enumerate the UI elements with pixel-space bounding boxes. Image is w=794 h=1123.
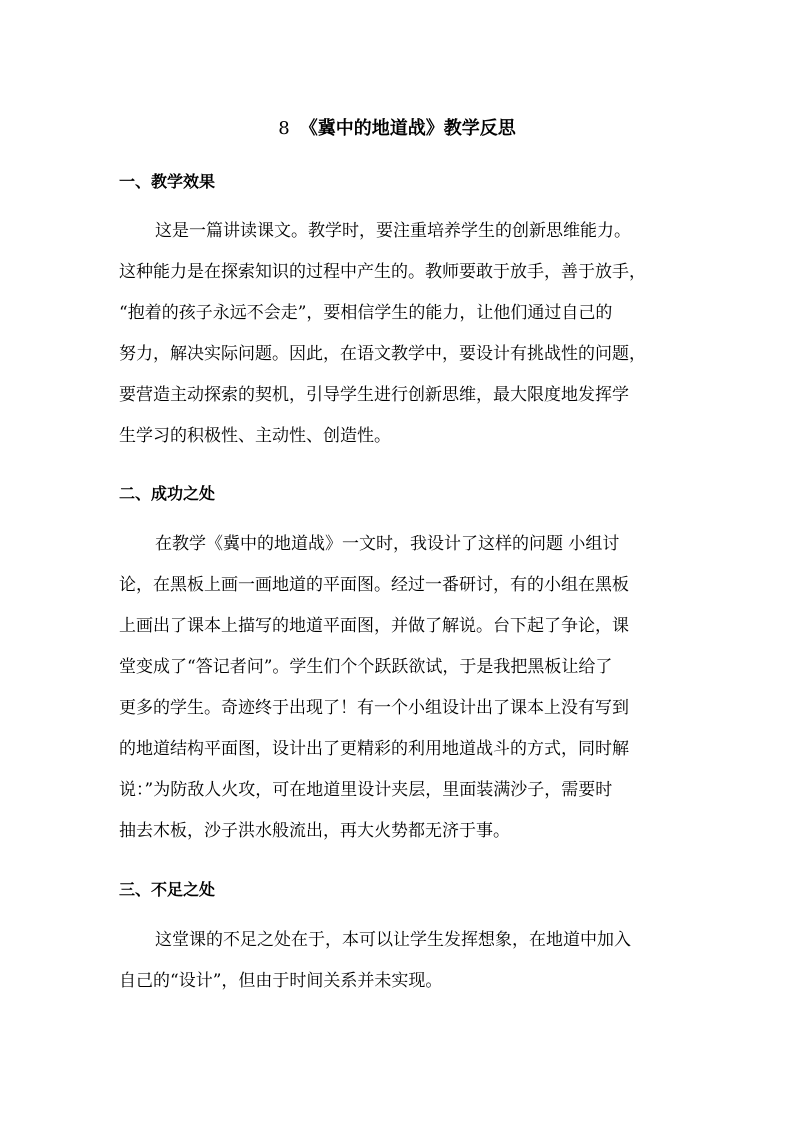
paragraph-line: “抱着的孩子永远不会走”，要相信学生的能力，让他们通过自己的 — [119, 303, 613, 323]
paragraph-line: 抽去木板，沙子洪水般流出，再大火势都无济于事。 — [119, 821, 510, 841]
paragraph-line: 说：”为防敌人火攻，可在地道里设计夹层，里面装满沙子，需要时 — [119, 780, 613, 800]
title-number: 8 — [278, 118, 290, 139]
section-heading-successes: 二、成功之处 — [119, 484, 216, 503]
paragraph-line: 堂变成了“答记者问”。学生们个个跃跃欲试，于是我把黑板让给了 — [119, 657, 613, 677]
paragraph-line: 努力，解决实际问题。因此，在语文教学中，要设计有挑战性的问题， — [119, 344, 646, 364]
section-paragraph-teaching-effect — [119, 211, 699, 457]
paragraph-line: 这种能力是在探索知识的过程中产生的。教师要敢于放手，善于放手， — [119, 262, 646, 282]
paragraph-line: 要营造主动探索的契机，引导学生进行创新思维，最大限度地发挥学 — [119, 385, 629, 405]
section-heading-teaching-effect: 一、教学效果 — [119, 172, 216, 191]
section-paragraph-shortcomings — [119, 920, 699, 1002]
document-title — [0, 114, 794, 144]
section-heading-shortcomings: 三、不足之处 — [119, 880, 216, 899]
paragraph-line: 上画出了课本上描写的地道平面图，并做了解说。台下起了争论，课 — [119, 616, 629, 636]
title-text: 《冀中的地道战》教学反思 — [299, 118, 516, 139]
paragraph-line: 更多的学生。奇迹终于出现了！有一个小组设计出了课本上没有写到 — [119, 698, 629, 718]
paragraph-line: 这堂课的不足之处在于，本可以让学生发挥想象，在地道中加入 — [155, 930, 631, 950]
paragraph-line: 自己的“设计”，但由于时间关系并未实现。 — [119, 971, 443, 991]
paragraph-line: 生学习的积极性、主动性、创造性。 — [119, 426, 391, 446]
paragraph-line: 论，在黑板上画一画地道的平面图。经过一番研讨，有的小组在黑板 — [119, 575, 629, 595]
paragraph-line: 的地道结构平面图，设计出了更精彩的利用地道战斗的方式，同时解 — [119, 739, 629, 759]
paragraph-line: 这是一篇讲读课文。教学时，要注重培养学生的创新思维能力。 — [155, 221, 631, 241]
section-paragraph-successes — [119, 524, 699, 852]
paragraph-line: 在教学《冀中的地道战》一文时，我设计了这样的问题 小组讨 — [155, 534, 620, 554]
